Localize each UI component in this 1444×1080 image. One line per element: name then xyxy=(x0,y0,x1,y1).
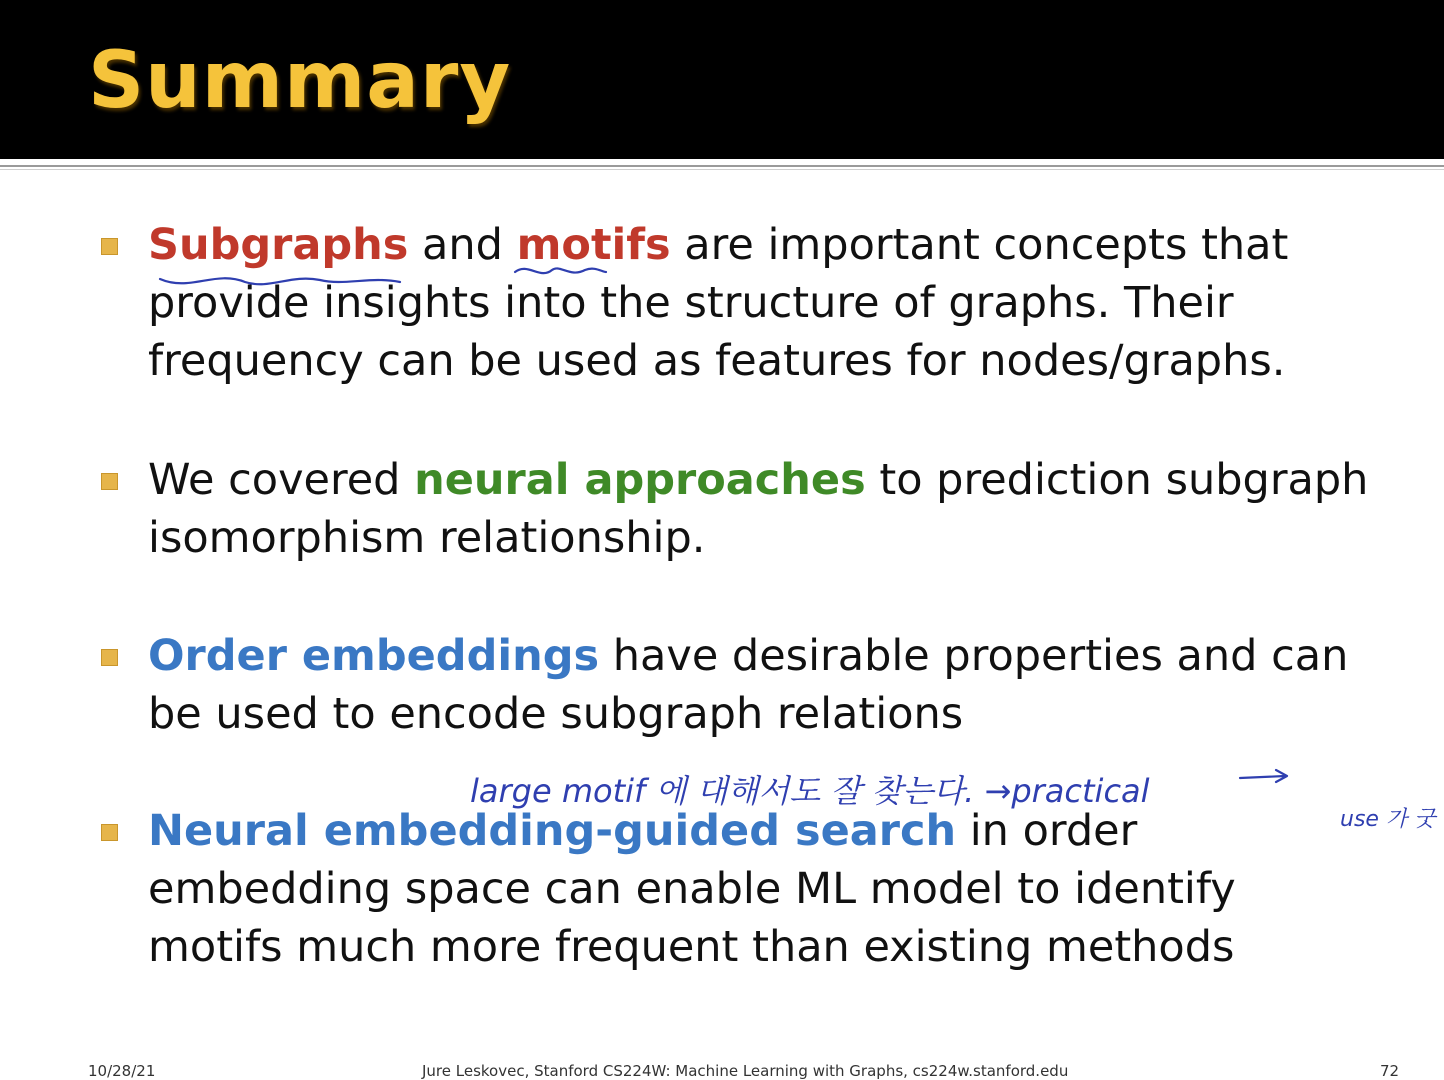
bullet-1-text-b: are important concepts that provide insights into the structure of graphs. Their frequency can be used as features for nodes/graphs. xyxy=(148,220,1289,386)
bullet-4-text: in order embedding space can enable ML model to identify motifs much more frequent than existing methods xyxy=(148,806,1236,972)
bullet-marker-2 xyxy=(101,473,118,490)
bullet-2-text-a: We covered xyxy=(148,455,415,505)
term-motifs: motifs xyxy=(516,220,671,270)
term-order-embeddings: Order embeddings xyxy=(148,631,600,681)
bullet-1-text-a: and xyxy=(408,220,517,270)
handwritten-note: large motif 에 대해서도 잘 찾는다. →practical xyxy=(470,772,1150,810)
bullet-marker-3 xyxy=(101,649,118,666)
bullet-marker-4 xyxy=(101,824,118,841)
term-neural-embedding-guided-search: Neural embedding-guided search xyxy=(148,806,957,856)
bullet-2-text-b: to prediction subgraph isomorphism relationship. xyxy=(148,455,1369,563)
term-neural-approaches: neural approaches xyxy=(414,455,866,505)
footer-credit: Jure Leskovec, Stanford CS224W: Machine Learning with Graphs, cs224w.stanford.edu xyxy=(422,1062,1069,1080)
bullet-1 xyxy=(148,216,1378,390)
bullet-3 xyxy=(148,627,1378,743)
bullet-4 xyxy=(148,802,1378,976)
arrow xyxy=(1240,770,1287,782)
header-rule xyxy=(0,165,1444,167)
slide-title: Summary xyxy=(88,36,512,126)
handwritten-note-side: use 가 굿 xyxy=(1340,807,1436,832)
title-bar xyxy=(0,0,1444,159)
bullet-2 xyxy=(148,451,1378,567)
term-subgraphs: Subgraphs xyxy=(148,220,409,270)
header-rule-thin xyxy=(0,169,1444,170)
footer-page-number: 72 xyxy=(1380,1062,1400,1080)
bullet-3-text: have desirable properties and can be used to encode subgraph relations xyxy=(148,631,1349,739)
bullet-marker-1 xyxy=(101,238,118,255)
footer-date: 10/28/21 xyxy=(88,1062,156,1080)
